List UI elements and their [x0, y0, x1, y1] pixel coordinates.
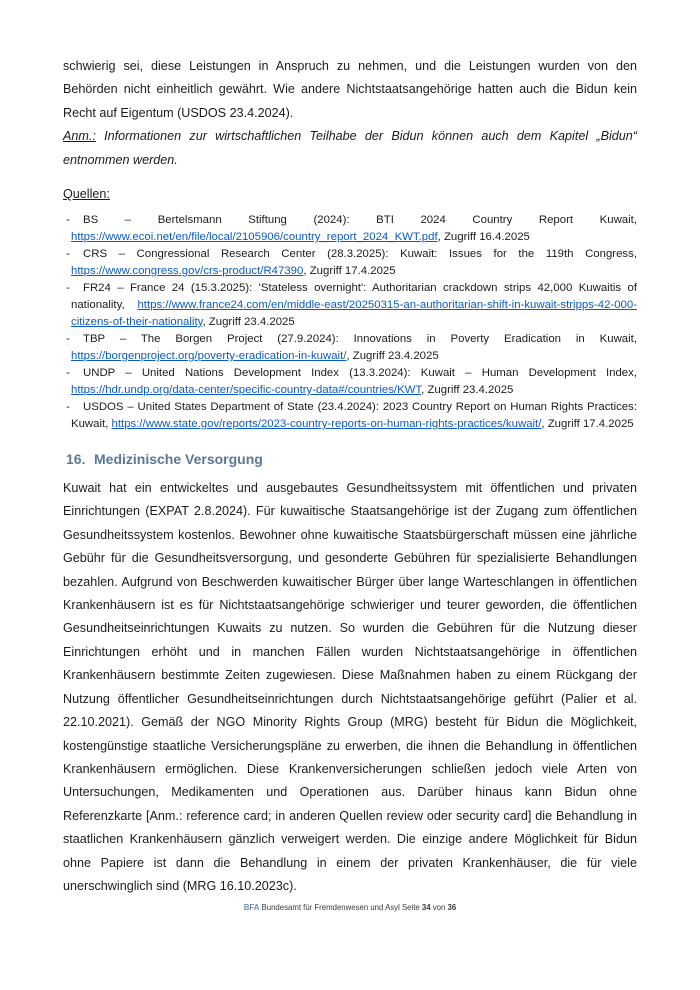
- source-item-crs: [63, 246, 637, 280]
- source-text: UNDP – United Nations Development Index (13.3.2024): Kuwait – Human Development Index,: [83, 367, 637, 380]
- source-text: BS – Bertelsmann Stiftung (2024): BTI 2024 Country Report Kuwait,: [83, 214, 637, 227]
- source-text: FR24 – France 24 (15.3.2025): 'Stateless overnight': Authoritarian crackdown strips 42,000 Kuwaitis of nationality,: [71, 282, 637, 312]
- source-link[interactable]: https://borgenproject.org/poverty-eradication-in-kuwait/: [71, 350, 347, 363]
- page-content: [63, 55, 637, 898]
- sources-list: [63, 212, 637, 433]
- list-dash: -: [66, 282, 70, 295]
- source-link[interactable]: https://www.france24.com/en/middle-east/20250315-an-authoritarian-shift-in-kuwait-stripps-42-000-citizens-of-their-nationality: [71, 299, 637, 329]
- source-link[interactable]: https://www.state.gov/reports/2023-country-reports-on-human-rights-practices/kuwait/: [111, 418, 542, 431]
- list-dash: -: [66, 333, 70, 346]
- section-number: 16.: [66, 451, 86, 468]
- note-label: Anm.:: [63, 129, 96, 144]
- note-text: Informationen zur wirtschaftlichen Teilhabe der Bidun können auch dem Kapitel „Bidun“ entnommen werden.: [63, 129, 637, 167]
- source-item-bs: [63, 212, 637, 246]
- footer-page-label: Seite: [401, 903, 420, 912]
- source-text: USDOS – United States Department of State (23.4.2024): 2023 Country Report on Human Rights Practices: Kuwait,: [71, 401, 637, 431]
- bfa-logo: BFA: [243, 903, 260, 912]
- source-link[interactable]: https://www.congress.gov/crs-product/R47390: [71, 265, 304, 278]
- source-access-date: , Zugriff 17.4.2025: [541, 418, 634, 431]
- note-paragraph: [63, 125, 637, 172]
- paragraph-economic-participation: schwierig sei, diese Leistungen in Anspruch zu nehmen, und die Leistungen wurden von den Behörden nicht einheitlich gewährt. Wie andere Nichtstaatsangehörige hatten auch die Bidun kein Recht auf Eigentum (USDOS 23.4.2024).: [63, 59, 637, 120]
- footer-page-current: 34: [421, 903, 431, 912]
- page-footer: [0, 903, 700, 913]
- source-item-tbp: [63, 331, 637, 365]
- footer-page-total: 36: [447, 903, 457, 912]
- source-text: CRS – Congressional Research Center (28.3.2025): Kuwait: Issues for the 119th Congress,: [83, 248, 637, 261]
- footer-of-label: von: [432, 903, 446, 912]
- source-link[interactable]: https://www.ecoi.net/en/file/local/2105906/country_report_2024_KWT.pdf: [71, 231, 438, 244]
- source-access-date: , Zugriff 23.4.2025: [346, 350, 439, 363]
- section-title: Medizinische Versorgung: [94, 451, 263, 468]
- source-access-date: , Zugriff 23.4.2025: [202, 316, 295, 329]
- source-item-usdos: [63, 399, 637, 433]
- source-link[interactable]: https://hdr.undp.org/data-center/specific-country-data#/countries/KWT: [71, 384, 422, 397]
- list-dash: -: [66, 214, 70, 227]
- sources-heading: Quellen:: [63, 187, 110, 202]
- list-dash: -: [66, 248, 70, 261]
- list-dash: -: [66, 401, 70, 414]
- source-access-date: , Zugriff 16.4.2025: [437, 231, 530, 244]
- source-access-date: , Zugriff 17.4.2025: [303, 265, 396, 278]
- list-dash: -: [66, 367, 70, 380]
- source-item-fr24: [63, 280, 637, 331]
- paragraph-medizinische-versorgung: Kuwait hat ein entwickeltes und ausgebautes Gesundheitssystem mit öffentlichen und privaten Einrichtungen (EXPAT 2.8.2024). Für kuwaitische Staatsangehörige ist der Zugang zum öffentlichen Gesundheitssystem kostenlos. Bewohner ohne kuwaitische Staatsbürgerschaft müssen eine jährliche Gebühr für die Gesundheitsversorgung, und gesonderte Gebühren für spezialisierte Behandlungen bezahlen. Aufgrund von Beschwerden kuwaitischer Bürger über lange Warteschlangen in öffentlichen Krankenhäusern ist es für Nichtstaatsangehörige schwieriger und teurer geworden, die öffentlichen Gesundheitseinrichtungen Kuwaits zu nutzen. So wurden die Gebühren für die Nutzung dieser Einrichtungen erhöht und in manchen Fällen wurden Nichtstaatsangehörige in öffentlichen Krankenhäusern bestimmte Zeiten zugewiesen. Diese Maßnahmen haben zu einem Rückgang der Nutzung öffentlicher Gesundheitseinrichtungen durch Nichtstaatsangehörige geführt (Palier et al. 22.10.2021). Gemäß der NGO Minority Rights Group (MRG) besteht für Bidun die Möglichkeit, kostengünstige staatliche Versicherungspläne zu erwerben, die ihnen die Behandlung in öffentlichen Krankenhäusern ermöglichen. Diese Krankenversicherungen schließen jedoch viele Arten von Untersuchungen, Medikamenten und Operationen aus. Darüber hinaus kann Bidun ohne Referenzkarte [Anm.: reference card; in anderen Quellen review oder security card] die Behandlung in staatlichen Krankenhäusern gänzlich verweigert werden. Die einzige andere Möglichkeit für Bidun ohne Papiere ist dann die Behandlung in einem der privaten Krankenhäuser, die für viele unerschwinglich sind (MRG 16.10.2023c).: [63, 481, 637, 893]
- section-heading-medizinische-versorgung: [66, 450, 637, 468]
- footer-org-name: Bundesamt für Fremdenwesen und Asyl: [261, 903, 400, 912]
- source-access-date: , Zugriff 23.4.2025: [421, 384, 514, 397]
- source-text: TBP – The Borgen Project (27.9.2024): Innovations in Poverty Eradication in Kuwait,: [83, 333, 637, 346]
- source-item-undp: [63, 365, 637, 399]
